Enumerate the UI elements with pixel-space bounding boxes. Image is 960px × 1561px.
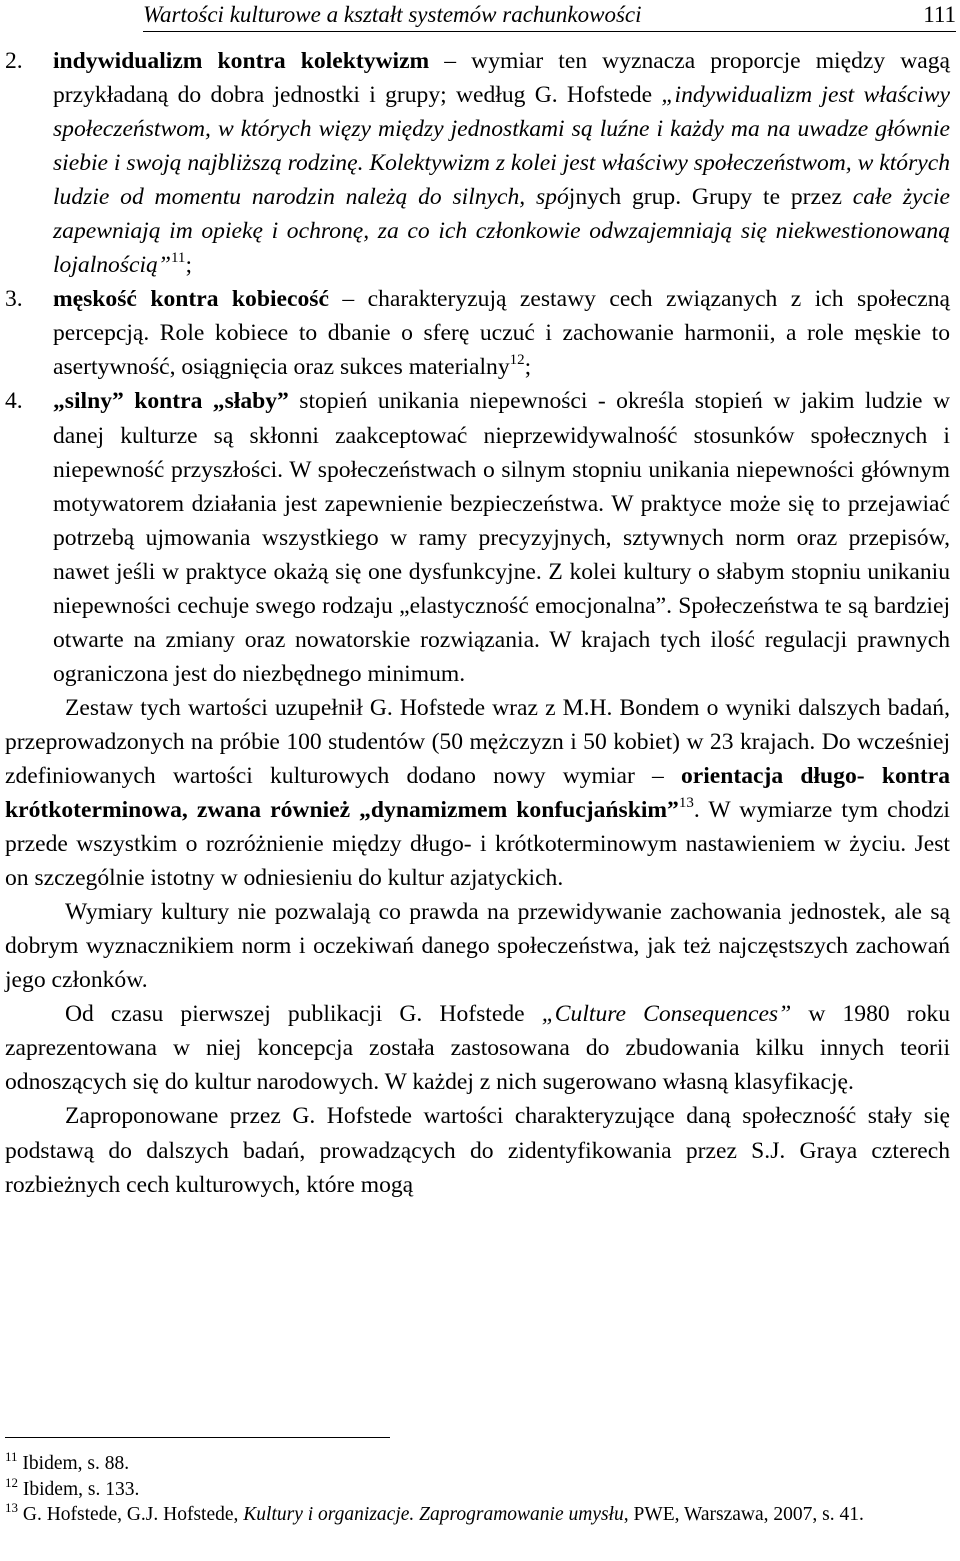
paragraph: Zaproponowane przez G. Hofstede wartości charakteryzujące daną społeczność stały się podstawą do dalszych badań, prowadzących do zidentyfikowania przez S.J. Graya czterech rozbieżnych cech kulturowych, które mogą [5,1103,950,1198]
paragraph [5,997,950,1099]
body-text [5,44,950,1202]
footnote [5,1451,950,1477]
list-item [5,384,950,690]
list-number: 4. [5,388,23,415]
footnote-ref[interactable]: 13 [678,795,694,812]
list-term: męskość kontra kobiecość [53,286,329,313]
list-item [5,44,950,282]
list-term: indywidualizm kontra kolektywizm [53,48,430,74]
footnote [5,1474,950,1503]
list-text: . Grupy te przez [675,184,853,211]
list-text: jnych grup [568,184,676,211]
paragraph-text: . W wymiarze tym chodzi przede wszystkim o rozróżnienie między długo- i krótkoterminowym nastawieniem w życiu. Jest on szczególnie istotny w odniesieniu do kultur azjatyckich. [5,797,950,892]
footnote-text: Ibidem, s. 133. [18,1478,140,1500]
paragraph-text: Zestaw tych wartości uzupełnił G. Hofstede wraz z M.H. Bondem o wyniki dalszych badań, przeprowadzonych na próbie 100 studentów (50 mężczyzn i 50 kobiet) w 23 krajach. Do wcześniej zdefiniowanych wartości kulturowych dodano nowy wymiar – [5,694,950,789]
footnote-number: 11 [5,1449,18,1464]
footnote-text: , PWE, Warszawa, 2007, s. 41. [623,1504,864,1525]
footnote [5,1502,950,1528]
list-number: 3. [5,286,23,313]
footnotes [5,1451,950,1528]
bold-term: orientacja długo- kontra krótkoterminowa, zwana również „dynamizmem konfucjańskim” [5,762,950,824]
list-text: ; [524,354,532,381]
paragraph: Wymiary kultury nie pozwalają co prawda na przewidywanie zachowania jednostek, ale są dobrym wyznacznikiem norm i oczekiwań danego społeczeństwa, jak też najczęstszych zachowań jego członków. [5,899,950,994]
list-text: ; [185,252,192,279]
quote-italic: całe życie zapewniają im opiekę i ochronę, za co ich członkowie odwzajemniają się niekwestionowaną lojalnością” [53,184,950,279]
quote-italic: „indywidualizm jest właściwy społeczeństwom, w których więzy między jednostkami są luźne i każdy ma na uwadze głównie siebie i swoją najbliższą rodzinę. Kolektywizm z kolei jest właściwy społeczeństwom, w których ludzie od momentu narodzin należą do silnych, spó [53,82,950,211]
list-item-text [53,384,950,690]
list-item-text [53,44,950,282]
running-title: Wartości kulturowe a kształt systemów rachunkowości [143,2,642,27]
paragraph [5,691,950,895]
footnote-text: G. Hofstede, G.J. Hofstede, [18,1504,244,1525]
list-number: 2. [5,48,23,74]
list-item-text [53,282,950,384]
paragraph-text: w 1980 roku zaprezentowana w niej koncepcja została zastosowana do zbudowania kilku innych teorii odnoszących się do kultur narodowych. W każdej z nich sugerowano własną klasyfikację. [5,1001,951,1096]
list-text: stopień unikania niepewności - określa stopień w jakim ludzie w danej kulturze są skłonni zaakceptować nieprzewidywalność stosunków społecznych i niepewność przyszłości. W społeczeństwach o silnym stopniu unikania niepewności głównym motywatorem działania jest zapewnienie bezpieczeństwa. W praktyce może się to przejawiać potrzebą ujmowania wszystkiego w ramy precyzyjnych, sztywnych norm oraz przepisów, nawet jeśli w praktyce okażą się one dysfunkcyjne. Z kolei kultury o słabym stopniu unikaniu niepewności cechuje swego rodzaju „elastyczność emocjonalna”. Społeczeństwa te są bardziej otwarte na zmiany oraz nowatorskie rozwiązania. W krajach tych ilość regulacji prawnych ograniczona jest do niezbędnego minimum. [53,388,950,687]
footnote-divider [5,1437,390,1438]
list-text: – wymiar ten wyznacza proporcje między wagą przykładaną do dobra jednostki i grupy; według G. Hofstede [53,48,950,109]
footnote-ref[interactable]: 12 [509,352,525,369]
list-text: – charakteryzują zestawy cech związanych z ich społeczną percepcją. Role kobiece to dbanie o sferę uczuć i zachowanie harmonii, a role męskie to asertywność, osiągnięcia oraz sukces materialny [53,286,950,381]
paragraph-text: Od czasu pierwszej publikacji G. Hofstede [65,1001,542,1028]
list-term: „silny” kontra „słaby” [53,388,289,415]
list-item [5,282,950,384]
footnote-book-title: Kultury i organizacje. Zaprogramowanie umysłu [243,1504,624,1525]
footnote-ref[interactable]: 11 [170,250,186,267]
running-header [143,2,956,32]
footnote-text: Ibidem, s. 88. [17,1453,130,1474]
footnote-number: 12 [5,1474,18,1490]
page-number: 111 [923,2,956,27]
footnote-number: 13 [5,1500,18,1515]
book-title-italic: „Culture Consequences” [541,1001,792,1028]
